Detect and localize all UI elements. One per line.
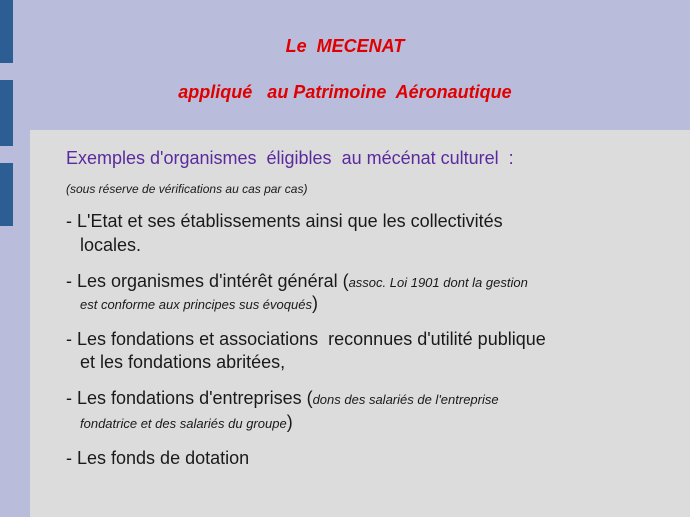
list-item-continuation: et les fondations abritées, bbox=[80, 352, 286, 372]
list-item bbox=[66, 388, 499, 409]
list-item-close: ) bbox=[286, 412, 293, 432]
slide-content bbox=[30, 130, 690, 517]
list-item-continuation: locales. bbox=[80, 235, 142, 255]
list-item-detail: assoc. Loi 1901 dont la gestion bbox=[348, 275, 528, 290]
list-item-continuation bbox=[80, 293, 318, 314]
list-item-main: - Les fondations d'entreprises ( bbox=[66, 388, 313, 408]
list-item-close: ) bbox=[311, 293, 318, 313]
list-item: - Les fonds de dotation bbox=[66, 448, 250, 468]
decor-bar-3 bbox=[0, 163, 13, 226]
content-heading: Exemples d'organismes éligibles au mécénat culturel : bbox=[66, 148, 514, 168]
slide-header bbox=[0, 0, 690, 130]
list-item bbox=[66, 271, 528, 292]
list-item-main: - Les organismes d'intérêt général ( bbox=[66, 271, 349, 291]
list-item-detail: fondatrice et des salariés du groupe bbox=[80, 416, 287, 431]
list-item-continuation bbox=[80, 412, 293, 433]
list-item-detail: dons des salariés de l'entreprise bbox=[312, 392, 499, 407]
slide-title: Le MECENAT bbox=[285, 36, 405, 56]
list-item: - L'Etat et ses établissements ainsi que les collectivités bbox=[66, 211, 503, 231]
list-item: - Les fondations et associations reconnues d'utilité publique bbox=[66, 329, 546, 349]
slide-subtitle: appliqué au Patrimoine Aéronautique bbox=[178, 82, 512, 102]
list-item-detail: est conforme aux principes sus évoqués bbox=[80, 297, 312, 312]
content-note: (sous réserve de vérifications au cas par cas) bbox=[66, 182, 308, 196]
